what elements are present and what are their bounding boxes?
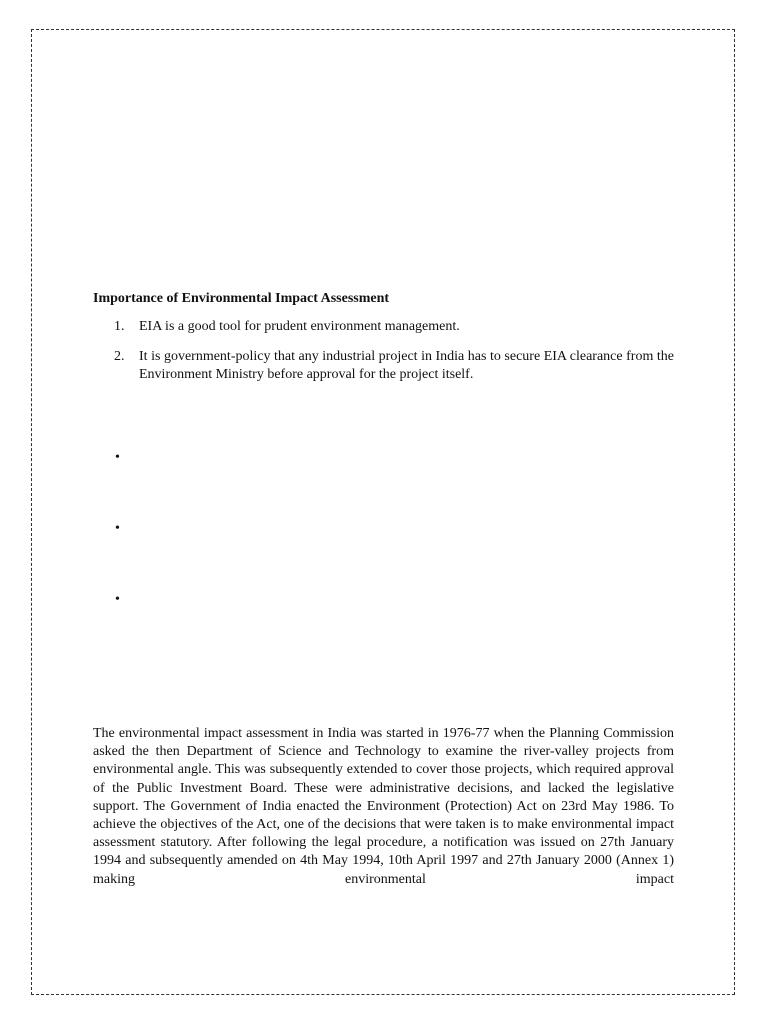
list-item [93,318,674,336]
bullet-point: • [115,450,120,465]
numbered-list [93,318,674,396]
list-item-text: It is government-policy that any industrial project in India has to secure EIA clearance from the Environment Ministry before approval for the project itself. [139,349,674,382]
bullet-point: • [115,592,120,607]
body-paragraph: The environmental impact assessment in India was started in 1976-77 when the Planning Commission asked the then Department of Science and Technology to examine the river-valley projects from environmental angle. This was subsequently extended to cover those projects, which required approval of the Public Investment Board. These were administrative decisions, and lacked the legislative support. The Government of India enacted the Environment (Protection) Act on 23rd May 1986. To achieve the objectives of the Act, one of the decisions that were taken is to make environmental impact assessment statutory. After following the legal procedure, a notification was issued on 27th January 1994 and subsequently amended on 4th May 1994, 10th April 1997 and 27th January 2000 (Annex 1) making environmental impact [93,726,674,887]
section-heading: Importance of Environmental Impact Assessment [93,291,390,306]
list-item [93,348,674,384]
list-item-number: 1. [114,319,125,334]
list-item-number: 2. [114,349,125,364]
bullet-point: • [115,521,120,536]
list-item-text: EIA is a good tool for prudent environment management. [139,319,460,334]
